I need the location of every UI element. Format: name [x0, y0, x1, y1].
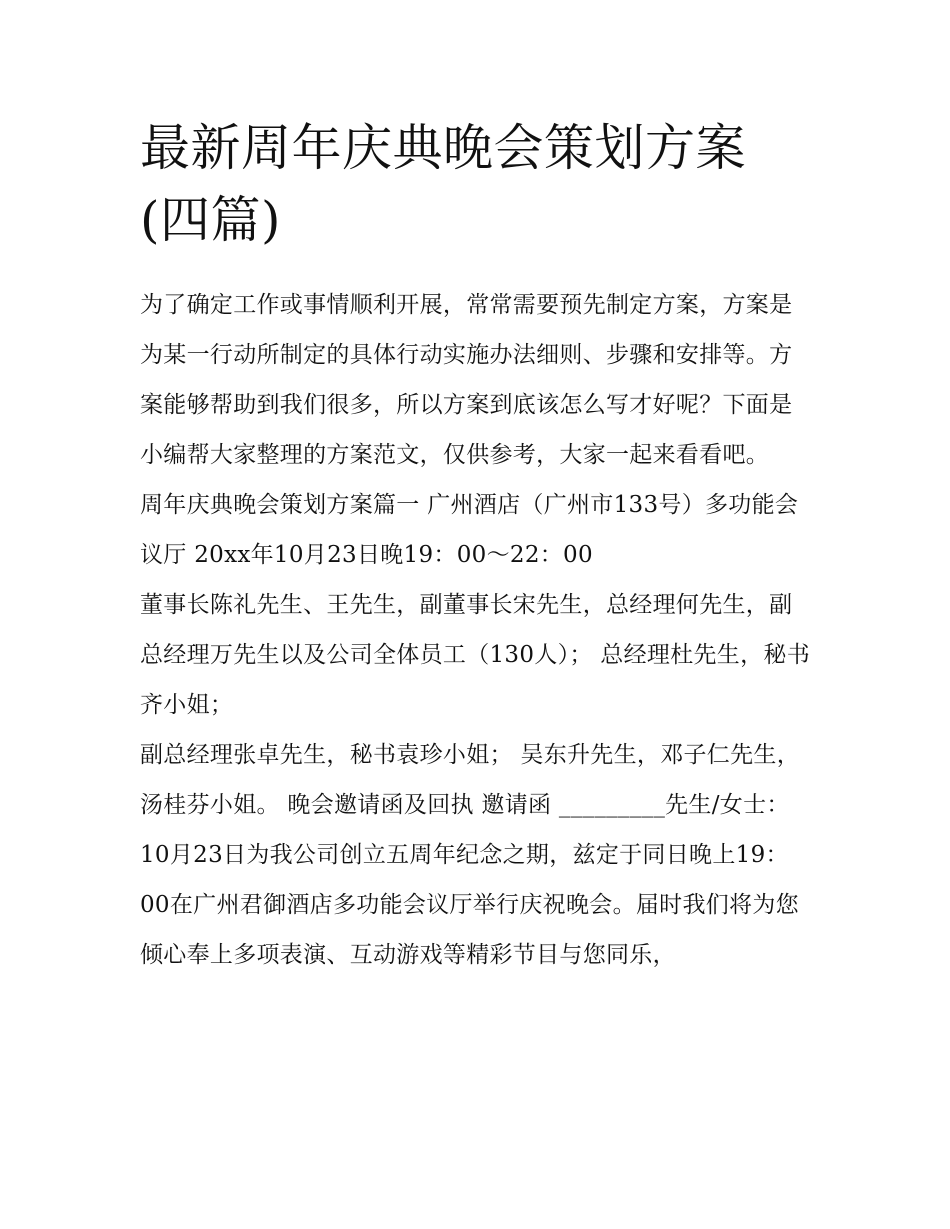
intro-paragraph: 为了确定工作或事情顺利开展，常常需要预先制定方案，方案是为某一行动所制定的具体行动实施办法细则、步骤和安排等。方案能够帮助到我们很多，所以方案到底该怎么写才好呢？下面是小编帮大家整理的方案范文，仅供参考，大家一起来看看吧。 [140, 292, 793, 468]
attendees-paragraph: 董事长陈礼先生、王先生，副董事长宋先生，总经理何先生，副总经理万先生以及公司全体员工（130人）； 总经理杜先生，秘书齐小姐； [140, 592, 811, 718]
document-title: 最新周年庆典晚会策划方案(四篇) [140, 119, 746, 249]
event-venue-paragraph: 周年庆典晚会策划方案篇一 广州酒店（广州市133号）多功能会议厅 20xx年10月23日晚19：00～22：00 [140, 492, 799, 568]
document-body [140, 112, 815, 980]
invitation-header-paragraph: 副总经理张卓先生，秘书袁珍小姐； 吴东升先生，邓子仁先生，汤桂芬小姐。 晚会邀请函及回执 邀请函 _________先生/女士： [140, 742, 801, 818]
invitation-body-paragraph: 10月23日为我公司创立五周年纪念之期，兹定于同日晚上19：00在广州君御酒店多功能会议厅举行庆祝晚会。届时我们将为您倾心奉上多项表演、互动游戏等精彩节目与您同乐， [140, 842, 799, 968]
